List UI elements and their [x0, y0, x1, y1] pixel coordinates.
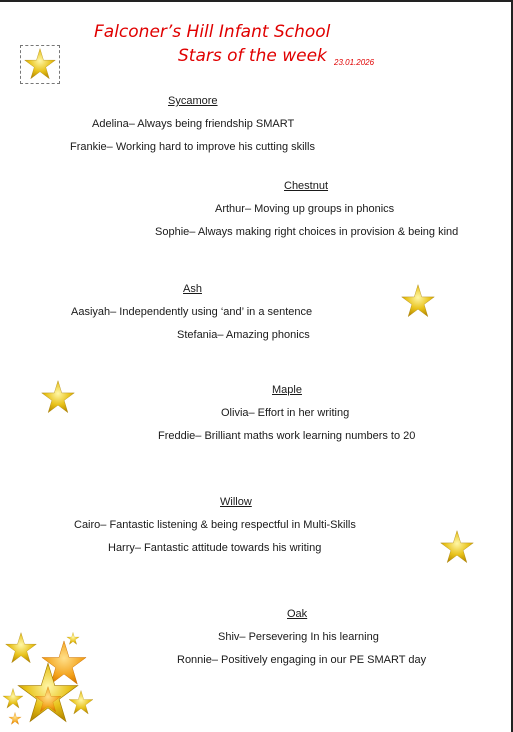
class-heading-sycamore: Sycamore — [168, 95, 218, 107]
star-entry: Harry– Fantastic attitude towards his writing — [108, 542, 322, 554]
star-icon — [40, 380, 76, 414]
star-entry: Olivia– Effort in her writing — [221, 407, 350, 419]
star-entry: Ronnie– Positively engaging in our PE SMART day — [177, 654, 427, 666]
date-label: 23.01.2026 — [334, 58, 375, 67]
star-entry: Aasiyah– Independently using ‘and’ in a sentence — [71, 306, 313, 318]
page-subtitle: Stars of the week — [178, 46, 327, 66]
class-heading-chestnut: Chestnut — [284, 180, 329, 192]
star-entry: Sophie– Always making right choices in provision & being kind — [155, 226, 459, 238]
school-name: Falconer’s Hill Infant School — [94, 22, 331, 42]
star-icon-header — [23, 48, 57, 80]
star-entry: Arthur– Moving up groups in phonics — [215, 203, 395, 215]
class-heading-ash: Ash — [183, 283, 202, 295]
star-entry: Stefania– Amazing phonics — [177, 329, 310, 341]
star-entry: Frankie– Working hard to improve his cutting skills — [70, 141, 315, 153]
star-entry: Shiv– Persevering In his learning — [218, 631, 379, 643]
class-heading-oak: Oak — [287, 608, 308, 620]
class-heading-maple: Maple — [272, 384, 302, 396]
star-entry: Adelina– Always being friendship SMART — [92, 118, 295, 130]
star-entry: Freddie– Brilliant maths work learning numbers to 20 — [158, 430, 416, 442]
star-cluster-icon — [0, 626, 100, 728]
page-top-border — [0, 0, 513, 2]
class-heading-willow: Willow — [220, 496, 252, 508]
star-icon — [439, 530, 475, 564]
star-icon — [400, 284, 436, 318]
star-entry: Cairo– Fantastic listening & being respectful in Multi-Skills — [74, 519, 356, 531]
